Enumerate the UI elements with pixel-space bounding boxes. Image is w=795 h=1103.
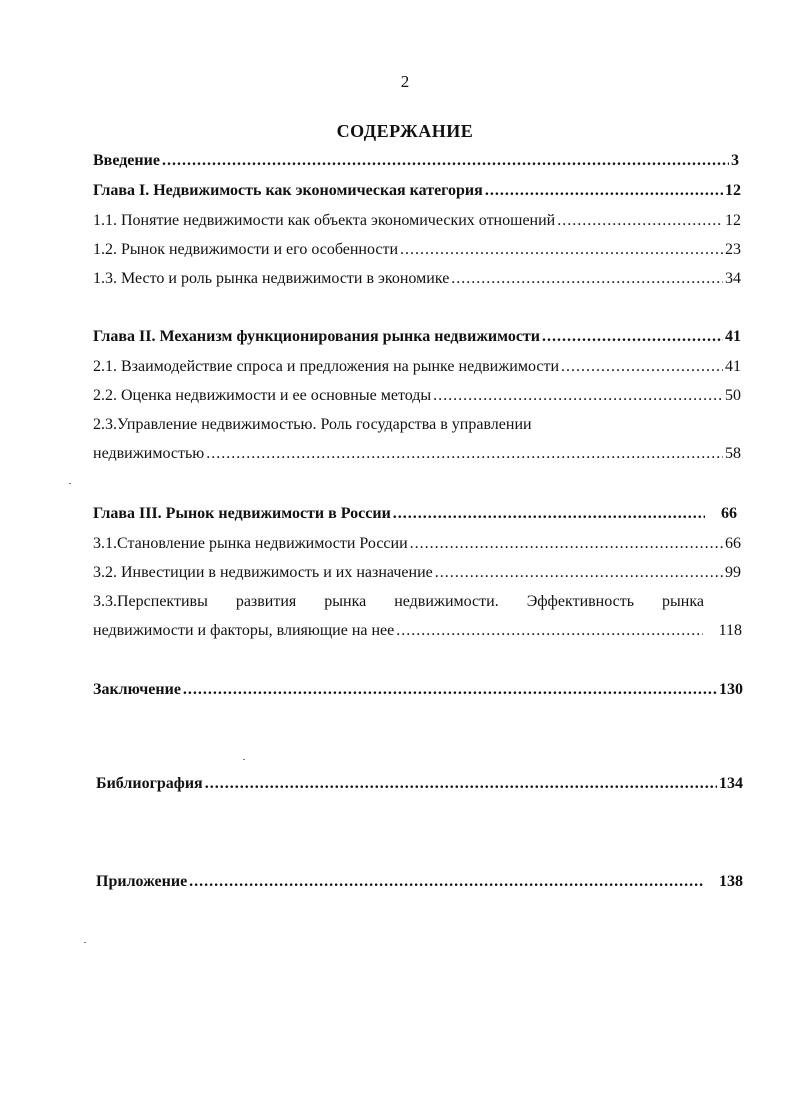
toc-leader bbox=[435, 563, 723, 583]
toc-section-1-1 bbox=[93, 211, 741, 231]
toc-word: развития bbox=[235, 593, 297, 610]
toc-page: 118 bbox=[718, 622, 742, 639]
toc-section-2-2 bbox=[93, 386, 741, 406]
page-number: 2 bbox=[400, 72, 410, 91]
toc-leader bbox=[542, 327, 723, 347]
toc-leader bbox=[393, 504, 705, 524]
toc-section-2-1 bbox=[93, 357, 741, 377]
toc-page: 58 bbox=[725, 445, 741, 462]
toc-entry-bibliography bbox=[96, 774, 743, 794]
toc-leader bbox=[410, 534, 723, 554]
toc-label: Введение bbox=[93, 152, 160, 169]
toc-word: рынка bbox=[662, 593, 704, 610]
toc-label: Библиография bbox=[96, 775, 203, 792]
toc-word: недвижимости. bbox=[394, 593, 499, 610]
toc-page: 138 bbox=[719, 873, 743, 890]
toc-page: 3 bbox=[731, 152, 739, 169]
toc-label: 2.2. Оценка недвижимости и ее основные методы bbox=[93, 387, 432, 404]
toc-section-1-2 bbox=[93, 240, 741, 260]
toc-page: 99 bbox=[725, 564, 741, 581]
toc-label: 3.2. Инвестиции в недвижимость и их назначение bbox=[93, 564, 433, 581]
toc-leader bbox=[561, 357, 723, 377]
toc-section-3-3 bbox=[93, 621, 742, 641]
toc-section-1-3 bbox=[93, 269, 741, 289]
toc-leader bbox=[189, 872, 703, 892]
toc-section-2-3-line1: 2.3.Управление недвижимостью. Роль государства в управлении bbox=[93, 416, 532, 433]
toc-leader bbox=[485, 181, 723, 201]
toc-page: 41 bbox=[725, 328, 741, 345]
toc-section-3-3-line1 bbox=[93, 592, 704, 612]
toc-page: 23 bbox=[725, 241, 741, 258]
scan-speck bbox=[69, 483, 71, 484]
toc-label: 1.1. Понятие недвижимости как объекта экономических отношений bbox=[93, 212, 556, 229]
toc-title: СОДЕРЖАНИЕ bbox=[336, 121, 474, 141]
toc-word: 3.3.Перспективы bbox=[93, 593, 208, 610]
toc-section-2-3 bbox=[93, 444, 741, 464]
toc-entry-appendix bbox=[96, 872, 743, 892]
toc-label: 3.1.Становление рынка недвижимости России bbox=[93, 535, 408, 552]
toc-page: 50 bbox=[725, 387, 741, 404]
toc-label: 2.1. Взаимодействие спроса и предложения на рынке недвижимости bbox=[93, 358, 560, 375]
toc-word: Эффективность bbox=[526, 593, 635, 610]
toc-chapter-3 bbox=[93, 504, 737, 524]
toc-label: недвижимостью bbox=[93, 445, 205, 462]
toc-leader bbox=[396, 621, 702, 641]
toc-leader bbox=[451, 269, 723, 289]
toc-page: 66 bbox=[725, 535, 741, 552]
toc-label: 1.3. Место и роль рынка недвижимости в экономике bbox=[93, 270, 450, 287]
toc-chapter-2 bbox=[93, 327, 741, 347]
scan-speck bbox=[84, 942, 86, 943]
scan-speck bbox=[243, 759, 245, 760]
toc-leader bbox=[183, 680, 717, 700]
toc-label: Глава III. Рынок недвижимости в России bbox=[93, 505, 391, 522]
toc-label: Заключение bbox=[93, 681, 181, 698]
toc-page: 130 bbox=[719, 681, 743, 698]
toc-label: Приложение bbox=[96, 873, 188, 890]
toc-page: 34 bbox=[725, 270, 741, 287]
toc-label: 1.2. Рынок недвижимости и его особенности bbox=[93, 241, 399, 258]
toc-page: 41 bbox=[725, 358, 741, 375]
toc-entry-intro bbox=[93, 151, 739, 171]
toc-label: недвижимости и факторы, влияющие на нее bbox=[93, 622, 395, 639]
toc-page: 134 bbox=[719, 775, 743, 792]
toc-page: 66 bbox=[721, 505, 737, 522]
toc-leader bbox=[206, 444, 723, 464]
toc-leader bbox=[400, 240, 723, 260]
toc-leader bbox=[557, 211, 723, 231]
toc-leader bbox=[433, 386, 723, 406]
toc-entry-conclusion bbox=[93, 680, 743, 700]
toc-section-3-2 bbox=[93, 563, 741, 583]
toc-word: рынка bbox=[324, 593, 367, 610]
toc-chapter-1 bbox=[93, 181, 741, 201]
toc-label: Глава II. Механизм функционирования рынка недвижимости bbox=[93, 328, 540, 345]
toc-page: 12 bbox=[725, 212, 741, 229]
toc-section-3-1 bbox=[93, 534, 741, 554]
toc-leader bbox=[162, 151, 729, 171]
toc-page: 12 bbox=[725, 182, 741, 199]
toc-leader bbox=[205, 774, 717, 794]
toc-label: Глава I. Недвижимость как экономическая категория bbox=[93, 182, 483, 199]
